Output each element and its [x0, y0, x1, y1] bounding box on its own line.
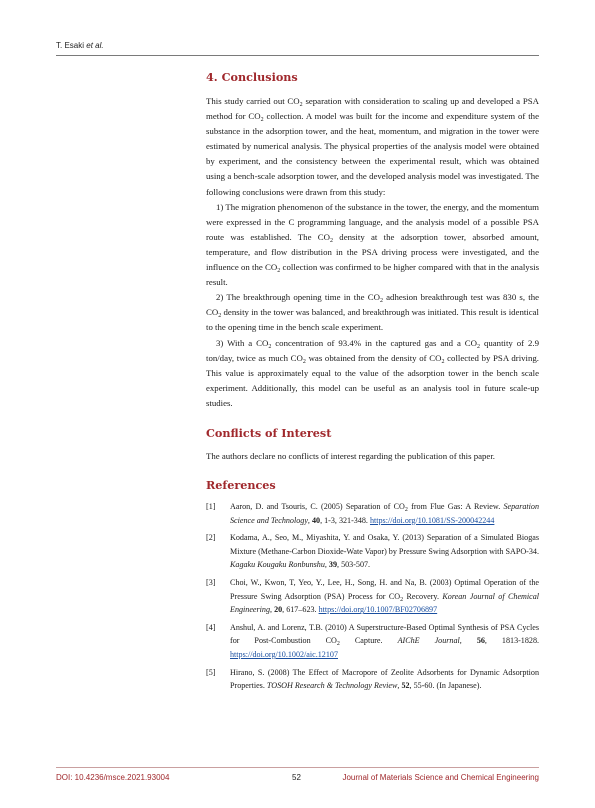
reference-separator: ,	[324, 560, 329, 570]
reference-item	[206, 500, 539, 527]
reference-text: from Flue Gas: A Review.	[407, 502, 504, 512]
conflicts-text: The authors declare no conflicts of interest regarding the publication of this paper.	[206, 450, 495, 461]
reference-note: (In Japanese).	[436, 681, 482, 691]
reference-volume: 39	[328, 560, 338, 570]
reference-text: Choi, W., Kwon, T, Yeo, Y., Lee, H., Song, H. and Na, B. (2003) Optimal Operation of the Pressure Swing Adsorption (PSA) Process for CO	[230, 578, 539, 601]
reference-list	[206, 500, 539, 693]
reference-text: Kodama, A., Seo, M., Miyashita, Y. and Osaka, Y. (2013) Separation of a Simulated Biogas Mixture (Methane-Carbon Dioxide-Wate Vapor) by Pressure Swing Adsorption with SAPO-34.	[230, 533, 539, 556]
reference-item	[206, 576, 539, 617]
reference-pages: , 503-507.	[337, 560, 371, 570]
reference-volume: 20	[274, 605, 283, 615]
reference-journal: Kagaku Kougaku Ronbunshu	[230, 560, 325, 570]
footer-journal-name: Journal of Materials Science and Chemical Engineering	[342, 773, 539, 782]
running-head	[56, 41, 104, 50]
reference-subscript: 2	[336, 641, 340, 648]
reference-text: Aaron, D. and Tsouris, C. (2005) Separation of CO	[230, 502, 405, 512]
page-number: 52	[292, 773, 301, 782]
reference-number: [2]	[206, 533, 216, 543]
reference-separator: ,	[307, 515, 312, 525]
conclusions-heading: 4. Conclusions	[206, 70, 298, 84]
reference-subscript: 2	[400, 596, 404, 603]
reference-pages: , 55-60.	[409, 681, 437, 691]
reference-number: [5]	[206, 667, 216, 677]
reference-doi-link[interactable]: https://doi.org/10.1002/aic.12107	[230, 650, 338, 659]
references-heading: References	[206, 478, 276, 493]
conclusions-paragraph-2: 1) The migration phenomenon of the substance in the tower, the energy, and the momentum were expressed in the C programming language, and the analysis model of a possible PSA route was established. The $CO_2$ density at the adsorption tower, absorbed amount, temperature, and flow distribution in the PSA driving process were investigated, and the influence on the $CO_2$ collection was confirmed to be higher compared with that in the analysis result.	[206, 201, 539, 288]
footer-doi[interactable]: DOI: 10.4236/msce.2021.93004	[56, 773, 170, 782]
reference-journal: Separation Science and Technology	[230, 502, 539, 525]
running-head-etal: et al.	[86, 41, 104, 50]
reference-text: Hirano, S. (2008) The Effect of Macropore of Zeolite Adsorbents for Dynamic Adsorption Properties.	[230, 667, 539, 691]
reference-separator: ,	[397, 681, 402, 691]
conflicts-heading: Conflicts of Interest	[206, 425, 332, 440]
reference-journal: TOSOH Research & Technology Review	[266, 681, 398, 691]
conclusions-paragraph-4: 3) With a $CO_2$ concentration of 93.4% in the captured gas and a $CO_2$ quantity of 2.9 ton/day, twice as much $CO_2$ was obtained from the density of $CO_2$ collected by PSA driving. This value is approximately equal to the value of the adsorption tower in the bench scale experiment. Additionally, this model can be useful as an analysis tool in future scale-up studies.	[206, 337, 539, 408]
reference-doi-link[interactable]: https://doi.org/10.1081/SS-200042244	[369, 515, 495, 525]
reference-number: [3]	[206, 578, 216, 588]
reference-text: Recovery.	[403, 591, 443, 601]
reference-number: [4]	[206, 622, 216, 632]
reference-volume: 40	[311, 515, 321, 525]
article-body	[206, 70, 539, 697]
running-head-author: T. Esaki	[56, 41, 85, 50]
reference-separator: ,	[270, 605, 275, 615]
reference-subscript: 2	[404, 507, 408, 514]
reference-pages: , 1813-1828.	[484, 636, 540, 646]
conclusions-paragraph-3: 2) The breakthrough opening time in the $CO_2$ adhesion breakthrough test was 830 s, the $CO_2$ density in the tower was balanced, and breakthrough was initiated. This result is identical to the opening time in the bench scale experiment.	[206, 292, 539, 333]
reference-journal: Korean Journal of Chemical Engineering	[230, 591, 540, 615]
reference-item	[206, 666, 539, 693]
reference-number: [1]	[206, 502, 216, 512]
reference-separator: ,	[459, 636, 477, 646]
reference-item	[206, 621, 539, 662]
conclusions-paragraph-1: This study carried out $CO_2$ separation with consideration to scaling up and developed a PSA method for $CO_2$ collection. A model was built for the income and expenditure system of the substance in the adsorption tower, and the heat, momentum, and migration in the tower were estimated by numerical analysis. The physical properties of the analysis model were obtained by experiment, and the consistency between the experimental result, which was obtained using a bench-scale adsorption tower, and the developed analysis model was investigated. The following conclusions were drawn from this study:	[206, 96, 539, 197]
reference-volume: 52	[401, 681, 410, 691]
reference-doi-link[interactable]: https://doi.org/10.1007/BF02706897	[318, 605, 438, 615]
reference-text: Anshul, A. and Lorenz, T.B. (2010) A Superstructure-Based Optimal Synthesis of PSA Cycles for Post-Combustion CO	[230, 622, 539, 646]
reference-pages: , 1-3, 321-348.	[320, 515, 370, 525]
reference-pages: , 617–623.	[282, 605, 319, 615]
reference-text: Capture.	[339, 636, 398, 646]
footer-rule	[56, 767, 539, 768]
reference-volume: 56	[476, 636, 485, 646]
reference-journal: AIChE Journal	[397, 636, 460, 646]
header-rule	[56, 55, 539, 56]
reference-item	[206, 531, 539, 572]
